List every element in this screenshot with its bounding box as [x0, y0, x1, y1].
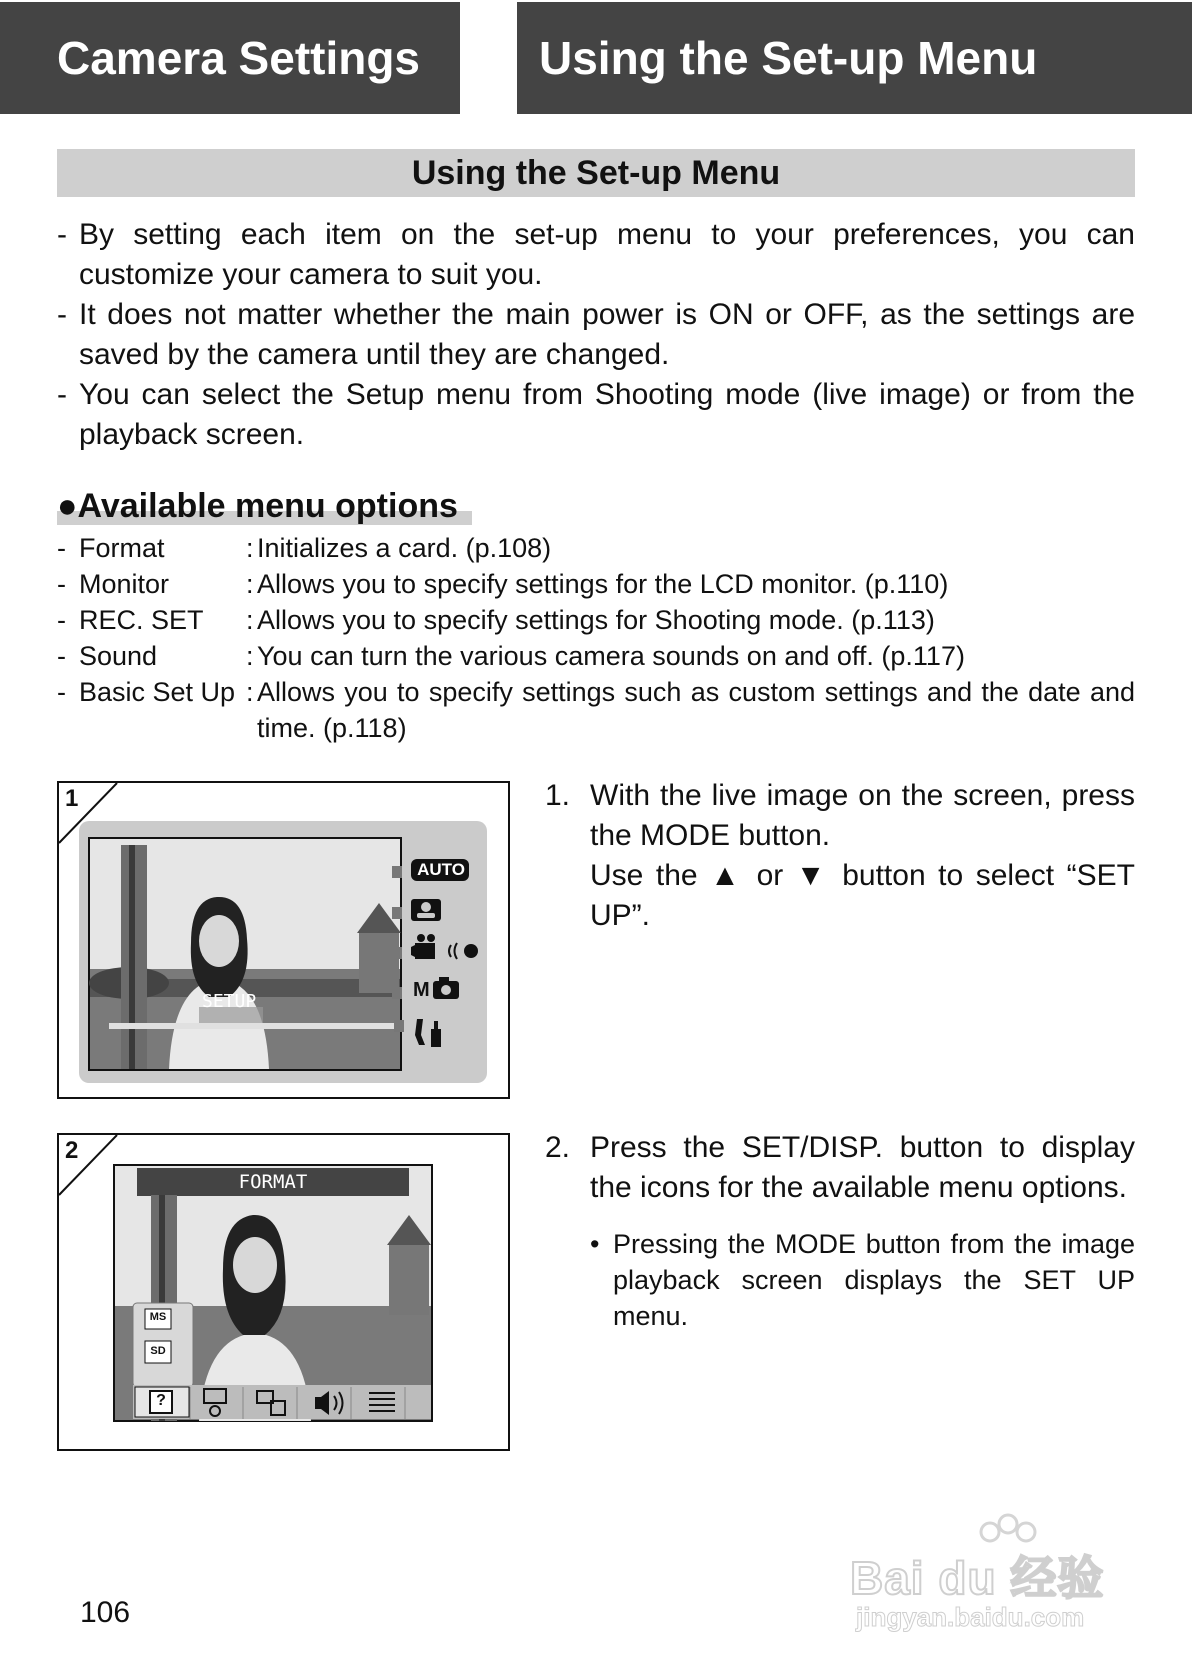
manual-mode-label: M: [413, 979, 430, 1001]
chapter-header: [0, 2, 460, 114]
option-colon: :: [246, 605, 254, 635]
option-dash: -: [57, 677, 66, 707]
step-text: With the live image on the screen, press the MODE button.: [590, 779, 1135, 852]
page-number: 106: [80, 1596, 131, 1629]
options-heading: [57, 485, 458, 527]
step-note-text: Pressing the MODE button from the image playback screen displays the SET UP menu.: [613, 1229, 1135, 1331]
option-row-sound: [57, 638, 1135, 674]
chapter-title: Camera Settings: [57, 32, 421, 84]
page-title: Using the Set-up Menu: [57, 149, 1135, 197]
option-desc: Allows you to specify settings for Shooting mode. (p.113): [257, 605, 935, 635]
ms-card-label: MS: [149, 1311, 167, 1323]
option-name: Sound: [79, 641, 158, 671]
step-number: 1.: [545, 779, 571, 812]
step-note: [545, 1226, 1135, 1334]
option-desc: Initializes a card. (p.108): [257, 533, 552, 563]
option-row-basic-setup: [57, 674, 1135, 746]
section-header-title: Using the Set-up Menu: [539, 32, 1038, 84]
figure-number: 2: [65, 1137, 79, 1164]
auto-mode-label: AUTO: [417, 860, 465, 879]
watermark-brand: Bai du 经验: [850, 1552, 1105, 1604]
option-colon: :: [246, 533, 254, 563]
options-list: [57, 530, 1135, 746]
option-colon: :: [246, 677, 254, 707]
setup-overlay-label: SETUP: [202, 991, 257, 1012]
section-header: [517, 2, 1192, 114]
step-number: 2.: [545, 1131, 571, 1164]
step-1: [545, 776, 1135, 936]
option-name: Monitor: [79, 569, 170, 599]
option-row-rec-set: [57, 602, 1135, 638]
options-heading-text: ●Available menu options: [57, 487, 458, 525]
lcd-screen-illustration-1: [59, 783, 508, 1097]
step-2: [545, 1128, 1135, 1334]
option-desc: You can turn the various camera sounds on and off. (p.117): [257, 641, 965, 671]
watermark-url: jingyan.baidu.com: [856, 1602, 1085, 1632]
option-row-format: [57, 530, 1135, 566]
option-colon: :: [246, 569, 254, 599]
sd-card-label: SD: [150, 1345, 166, 1357]
intro-item: - It does not matter whether the main power is ON or OFF, as the settings are saved by the camera until they are changed.: [57, 295, 1135, 375]
figure-2: [57, 1133, 510, 1451]
option-row-monitor: [57, 566, 1135, 602]
option-name: Basic Set Up: [79, 677, 236, 707]
option-name: Format: [79, 533, 165, 563]
intro-list: [57, 215, 1135, 455]
step-text: Use the ▲ or ▼ button to select “SET UP”.: [590, 859, 1135, 932]
option-desc: Allows you to specify settings for the LCD monitor. (p.110): [257, 569, 949, 599]
option-desc: Allows you to specify settings such as custom settings and the date and time. (p.118): [257, 677, 1135, 743]
option-dash: -: [57, 533, 66, 563]
option-dash: -: [57, 605, 66, 635]
figure-1: [57, 781, 510, 1099]
step-text: Press the SET/DISP. button to display the icons for the available menu options.: [590, 1131, 1135, 1204]
option-dash: -: [57, 569, 66, 599]
option-name: REC. SET: [79, 605, 204, 635]
intro-item: - By setting each item on the set-up menu to your preferences, you can customize your camera to suit you.: [57, 215, 1135, 295]
bullet-mark: •: [590, 1229, 600, 1259]
figure-number: 1: [65, 785, 79, 812]
format-overlay-label: FORMAT: [238, 1171, 308, 1193]
intro-item: - You can select the Setup menu from Shooting mode (live image) or from the playback screen.: [57, 375, 1135, 455]
help-label: ?: [156, 1392, 166, 1409]
option-colon: :: [246, 641, 254, 671]
watermark: [850, 1510, 1150, 1640]
option-dash: -: [57, 641, 66, 671]
